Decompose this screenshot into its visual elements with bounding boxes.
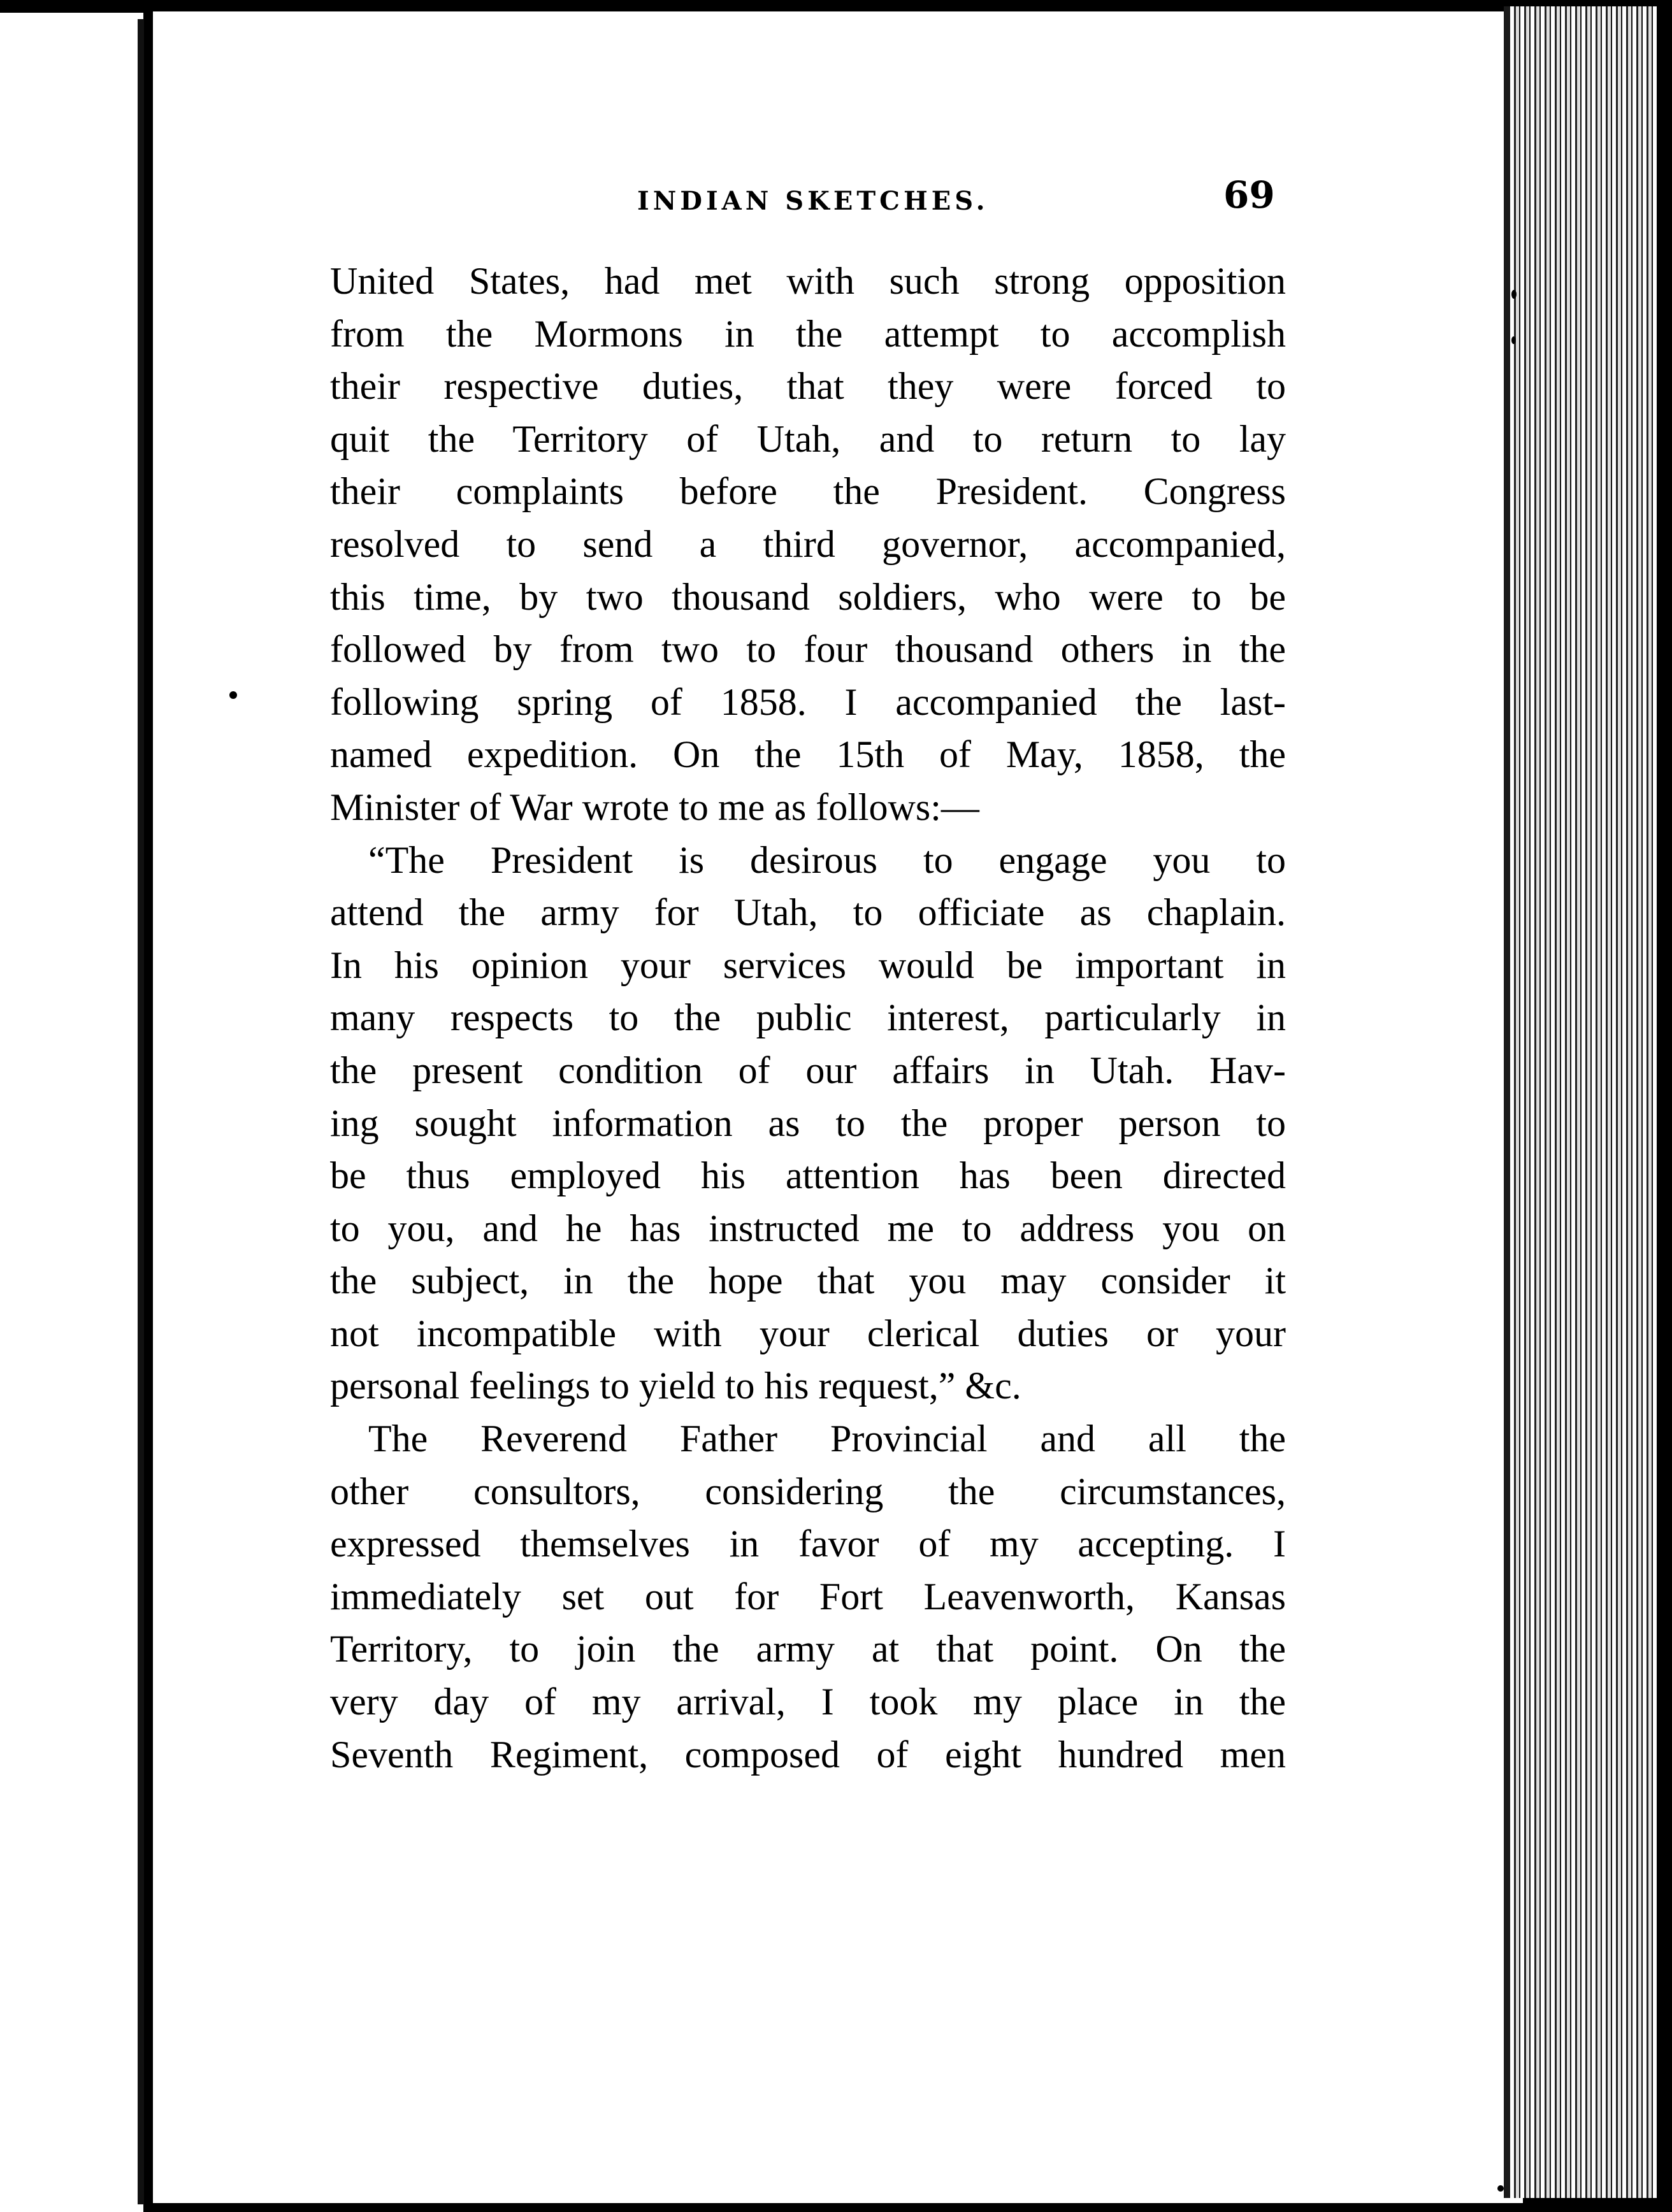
text-line: ing sought information as to the proper person to [330,1102,1286,1144]
text-line: be thus employed his attention has been directed [330,1154,1286,1197]
text-line: named expedition. On the 15th of May, 1858, the [330,733,1286,776]
text-line: this time, by two thousand soldiers, who were to be [330,575,1286,618]
text-line: followed by from two to four thousand others in the [330,628,1286,671]
body-text [330,255,1286,1781]
text-line: “The President is desirous to engage you to [368,838,1286,881]
text-line: Seventh Regiment, composed of eight hundred men [330,1733,1286,1776]
text-line: Minister of War wrote to me as follows:— [330,786,979,828]
text-line: following spring of 1858. I accompanied the last- [330,680,1286,723]
text-line: attend the army for Utah, to officiate as chaplain. [330,891,1286,934]
text-line: expressed themselves in favor of my accepting. I [330,1523,1286,1565]
text-line: immediately set out for Fort Leavenworth, Kansas [330,1575,1286,1618]
text-line: other consultors, considering the circumstances, [330,1470,1286,1512]
stacked-page-edges [1510,6,1657,2198]
page-number: 69 [1223,173,1275,217]
gutter-shadow [138,19,144,2204]
running-head: INDIAN SKETCHES. [637,186,989,216]
scan-speck [1511,290,1517,299]
scan-speck [1497,2185,1504,2192]
text-line: resolved to send a third governor, accompanied, [330,522,1286,565]
text-line: the subject, in the hope that you may consider it [330,1260,1286,1302]
text-line: not incompatible with your clerical duties or your [330,1312,1286,1354]
text-line: their respective duties, that they were forced to [330,365,1286,408]
text-line: In his opinion your services would be important in [330,944,1286,986]
scan-speck [1511,336,1516,344]
scan-speck [229,691,237,699]
text-line: Territory, to join the army at that point. On the [330,1628,1286,1670]
text-line: quit the Territory of Utah, and to return to lay [330,417,1286,460]
text-line: to you, and he has instructed me to address you on [330,1207,1286,1249]
text-line: United States, had met with such strong opposition [330,260,1286,302]
text-line: very day of my arrival, I took my place in the [330,1681,1286,1723]
text-line: The Reverend Father Provincial and all the [368,1418,1286,1460]
facing-page-edge [0,13,143,2212]
text-line: personal feelings to yield to his request,” &c. [330,1365,1021,1407]
text-line: many respects to the public interest, particularly in [330,996,1286,1039]
text-line: their complaints before the President. Congress [330,470,1286,513]
text-line: from the Mormons in the attempt to accomplish [330,312,1286,355]
text-line: the present condition of our affairs in Utah. Hav- [330,1049,1286,1091]
